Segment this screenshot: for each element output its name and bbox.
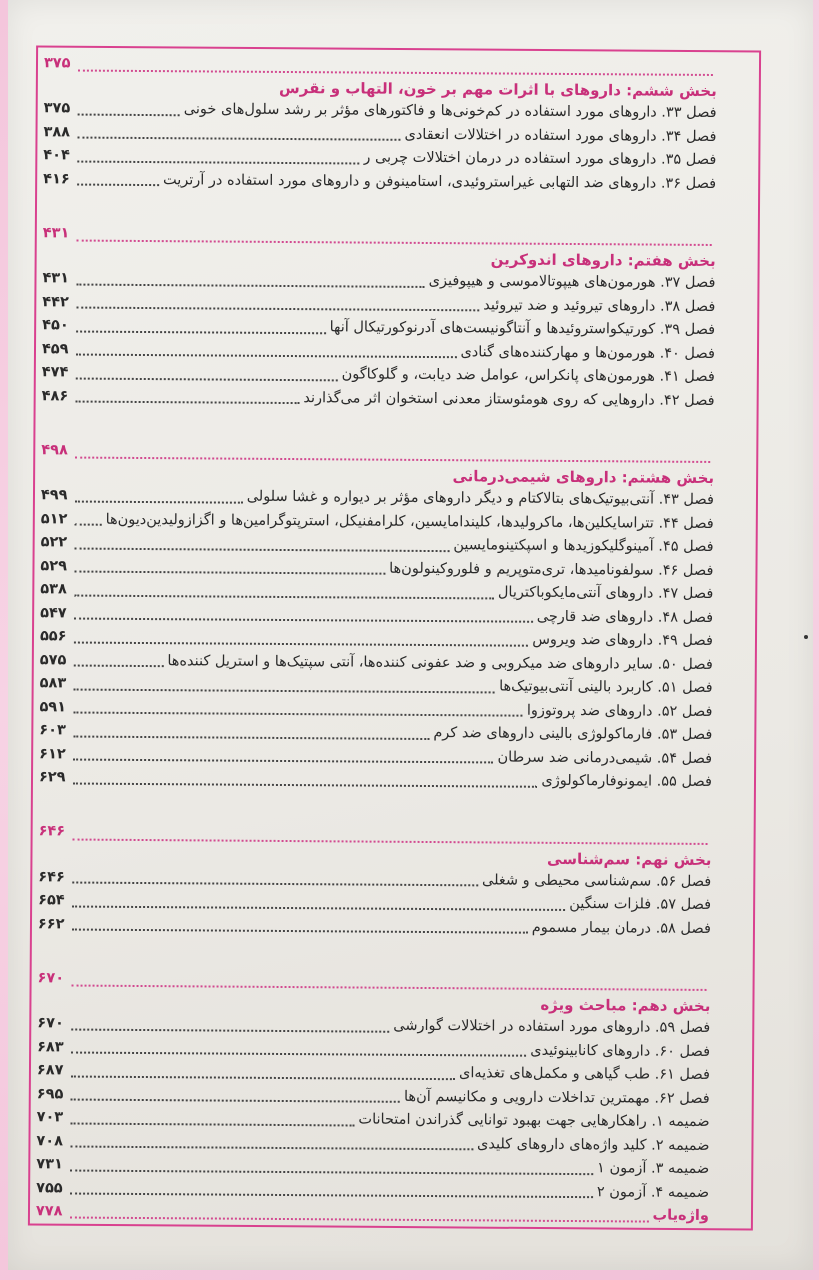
leader-dots xyxy=(72,929,528,934)
entry-page: ۳۷۵ xyxy=(43,100,71,117)
leader-dots xyxy=(73,759,493,764)
entry-label: فصل ۳۹. کورتیکواستروئیدها و آنتاگونیست‌های آدرنوکورتیکال آنها xyxy=(329,319,716,338)
entry-page: ۵۴۷ xyxy=(40,604,67,621)
paper-speck xyxy=(804,635,808,639)
entry-page: ۶۷۰ xyxy=(37,1015,64,1032)
section-title: بخش دهم: مباحث ویژه xyxy=(540,995,711,1015)
entry-label: فصل ۴۱. هورمون‌های پانکراس، عوامل ضد دیابت، و گلوکاگون xyxy=(341,366,715,385)
entry-page: ۶۸۷ xyxy=(36,1062,64,1079)
toc-entry[interactable] xyxy=(42,385,715,413)
index-label: واژه‌یاب xyxy=(652,1207,709,1224)
leader-dots xyxy=(75,524,102,526)
entry-label: فصل ۶۲. مهمترین تداخلات دارویی و مکانیسم آن‌ها xyxy=(403,1088,710,1107)
leader-dots xyxy=(75,547,450,552)
leader-dots xyxy=(74,618,533,623)
entry-label: فصل ۵۷. فلزات سنگین xyxy=(569,895,712,913)
entry-label: فصل ۵۴. شیمی‌درمانی ضد سرطان xyxy=(497,748,713,767)
leader-dots xyxy=(74,571,385,575)
entry-label: فصل ۴۴. تتراسایکلین‌ها، ماکرولیدها، کلیندامایسین، کلرامفنیکل، استرپتوگرامین‌ها و اگزازولیدین‌دیون‌ها xyxy=(105,511,714,532)
section-start-page: ۶۷۰ xyxy=(37,969,65,986)
leader-dots xyxy=(74,594,494,599)
leader-dots xyxy=(74,665,164,668)
leader-dots xyxy=(76,330,326,334)
entry-label: فصل ۶۱. طب گیاهی و مکمل‌های تغذیه‌ای xyxy=(458,1065,710,1083)
entry-label: فصل ۵۲. داروهای ضد پروتوزوا xyxy=(526,702,713,720)
leader-dots xyxy=(77,240,712,246)
toc-entry[interactable] xyxy=(41,508,714,536)
entry-page: ۴۷۴ xyxy=(41,364,69,381)
leader-dots xyxy=(71,1099,400,1103)
entry-page: ۶۹۵ xyxy=(36,1085,64,1102)
entry-label: فصل ۵۵. ایمونوفارماکولوژی xyxy=(541,772,713,790)
entry-page: ۴۹۹ xyxy=(40,487,68,504)
leader-dots xyxy=(73,735,429,739)
toc-section xyxy=(35,969,711,1228)
section-title: بخش هشتم: داروهای شیمی‌درمانی xyxy=(452,467,715,487)
section-title: بخش ششم: داروهای با اثرات مهم بر خون، التهاب و نقرس xyxy=(279,78,717,100)
entry-page: ۳۸۸ xyxy=(43,123,71,140)
book-page xyxy=(8,0,813,1270)
leader-dots xyxy=(75,457,710,463)
toc-entry-index[interactable] xyxy=(36,1200,709,1228)
leader-dots xyxy=(71,1075,455,1080)
entry-label: فصل ۴۹. داروهای ضد ویروس xyxy=(532,631,714,649)
leader-dots xyxy=(76,283,424,287)
entry-label: فصل ۵۸. درمان بیمار مسموم xyxy=(531,919,712,937)
entry-page: ۷۵۵ xyxy=(36,1179,63,1196)
entry-label: فصل ۴۸. داروهای ضد قارچی xyxy=(536,608,714,626)
entry-page: ۴۵۰ xyxy=(42,317,69,334)
entry-label: فصل ۳۳. داروهای مورد استفاده در کم‌خونی‌ها و فاکتورهای مؤثر بر رشد سلول‌های خونی xyxy=(183,101,717,121)
entry-page: ۷۳۱ xyxy=(36,1156,63,1173)
entry-page: ۵۸۳ xyxy=(39,675,67,692)
section-start-page: ۶۴۶ xyxy=(38,823,66,840)
toc-section xyxy=(37,823,712,941)
entry-page: ۴۸۶ xyxy=(41,387,69,404)
entry-label: فصل ۳۶. داروهای ضد التهابی غیراستروئیدی، استامینوفن و داروهای مورد استفاده در آرتریت xyxy=(162,171,717,192)
entry-page: ۵۹۱ xyxy=(39,698,67,715)
entry-page: ۶۶۲ xyxy=(37,915,65,932)
entry-page: ۶۲۹ xyxy=(38,769,66,786)
entry-label: فصل ۵۶. سم‌شناسی محیطی و شغلی xyxy=(481,871,712,890)
entry-label: فصل ۳۸. داروهای تیروئید و ضد تیروئید xyxy=(483,296,716,315)
entry-page: ۴۴۲ xyxy=(42,293,69,310)
leader-dots xyxy=(76,354,457,359)
toc-entry[interactable] xyxy=(38,913,711,941)
leader-dots xyxy=(73,782,537,787)
entry-page: ۵۲۹ xyxy=(40,557,68,574)
toc-section xyxy=(38,441,715,794)
table-of-contents xyxy=(35,54,717,1228)
entry-label: ضمیمه ۲. کلید واژه‌های داروهای کلیدی xyxy=(477,1135,710,1154)
section-start-page: ۳۷۵ xyxy=(43,54,71,71)
entry-page: ۷۰۸ xyxy=(36,1132,64,1149)
leader-dots xyxy=(70,1169,593,1175)
entry-page: ۵۳۸ xyxy=(40,581,67,598)
entry-page: ۴۰۴ xyxy=(43,147,70,164)
toc-entry[interactable] xyxy=(43,168,716,196)
leader-dots xyxy=(72,882,478,887)
entry-page: ۵۵۶ xyxy=(39,628,67,645)
section-start-page: ۴۳۱ xyxy=(42,224,70,241)
toc-section xyxy=(41,224,716,413)
leader-dots xyxy=(77,184,159,187)
leader-dots xyxy=(73,712,522,717)
entry-label: ضمیمه ۱. راهکارهایی جهت بهبود توانایی گذراندن امتحانات xyxy=(358,1111,710,1130)
leader-dots xyxy=(74,641,528,646)
leader-dots xyxy=(78,113,180,116)
entry-page: ۵۱۲ xyxy=(40,510,68,527)
leader-dots xyxy=(71,1122,355,1126)
entry-page: ۷۰۳ xyxy=(36,1109,64,1126)
leader-dots xyxy=(74,688,495,693)
entry-label: فصل ۴۶. سولفونامیدها، تری‌متوپریم و فلوروکینولون‌ها xyxy=(389,560,714,579)
index-page: ۷۷۸ xyxy=(35,1203,63,1220)
leader-dots xyxy=(78,70,713,76)
leader-dots xyxy=(76,401,300,405)
leader-dots xyxy=(72,985,707,991)
leader-dots xyxy=(75,500,243,503)
leader-dots xyxy=(76,307,479,312)
entry-page: ۵۲۲ xyxy=(40,534,68,551)
entry-label: ضمیمه ۳. آزمون ۱ xyxy=(597,1160,710,1177)
section-title: بخش نهم: سم‌شناسی xyxy=(547,849,712,869)
entry-label: فصل ۴۵. آمینوگلیکوزیدها و اسپکتینومایسین xyxy=(453,537,714,555)
entry-label: فصل ۴۷. داروهای آنتی‌مایکوباکتریال xyxy=(497,584,714,602)
entry-label: فصل ۴۲. داروهایی که روی هومئوستاز معدنی استخوان اثر می‌گذارند xyxy=(303,389,715,409)
entry-label: فصل ۴۰. هورمون‌ها و مهارکننده‌های گنادی xyxy=(460,343,716,362)
section-start-page: ۴۹۸ xyxy=(41,441,68,458)
leader-dots xyxy=(71,1052,526,1057)
entry-label: فصل ۴۳. آنتی‌بیوتیک‌های بتالاکتام و دیگر داروهای مؤثر بر دیواره و غشا سلولی xyxy=(246,488,714,508)
entry-page: ۴۳۱ xyxy=(42,270,70,287)
entry-page: ۴۱۶ xyxy=(43,170,70,187)
toc-section xyxy=(43,54,717,196)
entry-label: فصل ۶۰. داروهای کانابینوئیدی xyxy=(530,1042,711,1060)
leader-dots xyxy=(72,905,565,910)
leader-dots xyxy=(76,377,338,381)
entry-label: فصل ۵۱. کاربرد بالینی آنتی‌بیوتیک‌ها xyxy=(499,678,713,696)
entry-label: فصل ۳۷. هورمون‌های هیپوتالاموسی و هیپوفیزی xyxy=(428,272,716,291)
entry-page: ۶۰۳ xyxy=(39,722,66,739)
leader-dots xyxy=(77,137,400,141)
entry-page: ۶۱۲ xyxy=(39,745,66,762)
leader-dots xyxy=(70,1216,649,1222)
entry-page: ۵۷۵ xyxy=(39,651,67,668)
entry-label: فصل ۵۰. سایر داروهای ضد میکروبی و ضد عفونی کننده‌ها، آنتی سپتیک‌ها و استریل کننده‌ها xyxy=(167,652,713,673)
entry-label: فصل ۳۵. داروهای مورد استفاده در درمان اختلالات چربی ر xyxy=(363,149,717,168)
entry-page: ۶۸۳ xyxy=(37,1038,64,1055)
entry-label: فصل ۵۳. فارماکولوژی بالینی داروهای ضد کرم xyxy=(433,725,713,743)
leader-dots xyxy=(70,1146,473,1151)
entry-label: فصل ۵۹. داروهای مورد استفاده در اختلالات گوارشی xyxy=(393,1017,711,1036)
entry-page: ۶۵۴ xyxy=(38,892,65,909)
section-title: بخش هفتم: داروهای اندوکرین xyxy=(490,250,716,270)
leader-dots xyxy=(71,1028,389,1032)
leader-dots xyxy=(70,1193,593,1199)
entry-label: فصل ۳۴. داروهای مورد استفاده در اختلالات انعقادی xyxy=(404,126,717,145)
leader-dots xyxy=(73,838,708,844)
entry-page: ۶۴۶ xyxy=(38,868,65,885)
leader-dots xyxy=(77,160,359,164)
entry-page: ۴۵۹ xyxy=(41,340,69,357)
toc-entry[interactable] xyxy=(39,766,712,794)
entry-label: ضمیمه ۴. آزمون ۲ xyxy=(596,1183,710,1201)
